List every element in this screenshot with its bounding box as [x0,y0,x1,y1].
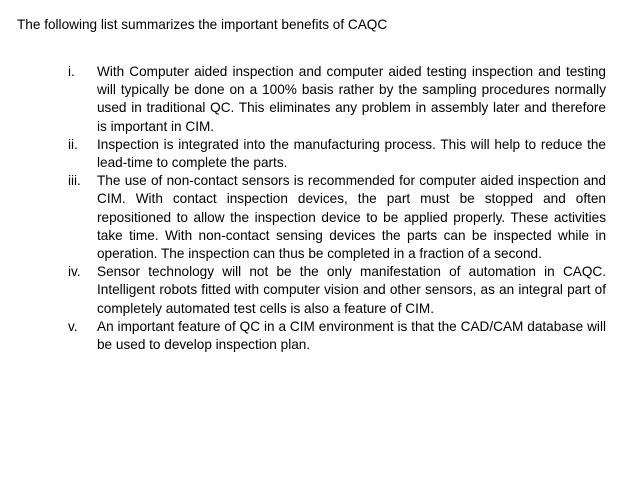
list-item-text: With Computer aided inspection and computer aided testing inspection and testing will typically be done on a 100% basis rather by the sampling procedures normally used in traditional QC. This eliminates any problem in assembly later and therefore is important in CIM. [97,64,606,134]
list-item [68,63,606,136]
list-numeral: iii. [68,173,81,189]
list-numeral: v. [68,318,78,334]
list-item [68,318,606,354]
list-numeral: iv. [68,264,81,280]
list-item-text: The use of non-contact sensors is recommended for computer aided inspection and CIM. With contact inspection devices, the part must be stopped and often repositioned to allow the inspection device to be applied properly. These activities take time. With non-contact sensing devices the parts can be inspected while in operation. The inspection can thus be completed in a fraction of a second. [97,173,606,262]
list-item-text: Inspection is integrated into the manufacturing process. This will help to reduce the lead-time to complete the parts. [97,136,606,171]
list-item-text: An important feature of QC in a CIM environment is that the CAD/CAM database will be used to develop inspection plan. [97,318,606,353]
benefits-list [68,63,606,354]
list-item-text: Sensor technology will not be the only manifestation of automation in CAQC. Intelligent robots fitted with computer vision and other sensors, as an integral part of completely automated test cells is also a feature of CIM. [97,264,606,316]
list-item [68,172,606,263]
list-numeral: i. [68,64,75,79]
list-numeral: ii. [68,136,78,152]
list-item [68,263,606,318]
intro-text: The following list summarizes the important benefits of CAQC [17,17,388,32]
list-item [68,136,606,172]
